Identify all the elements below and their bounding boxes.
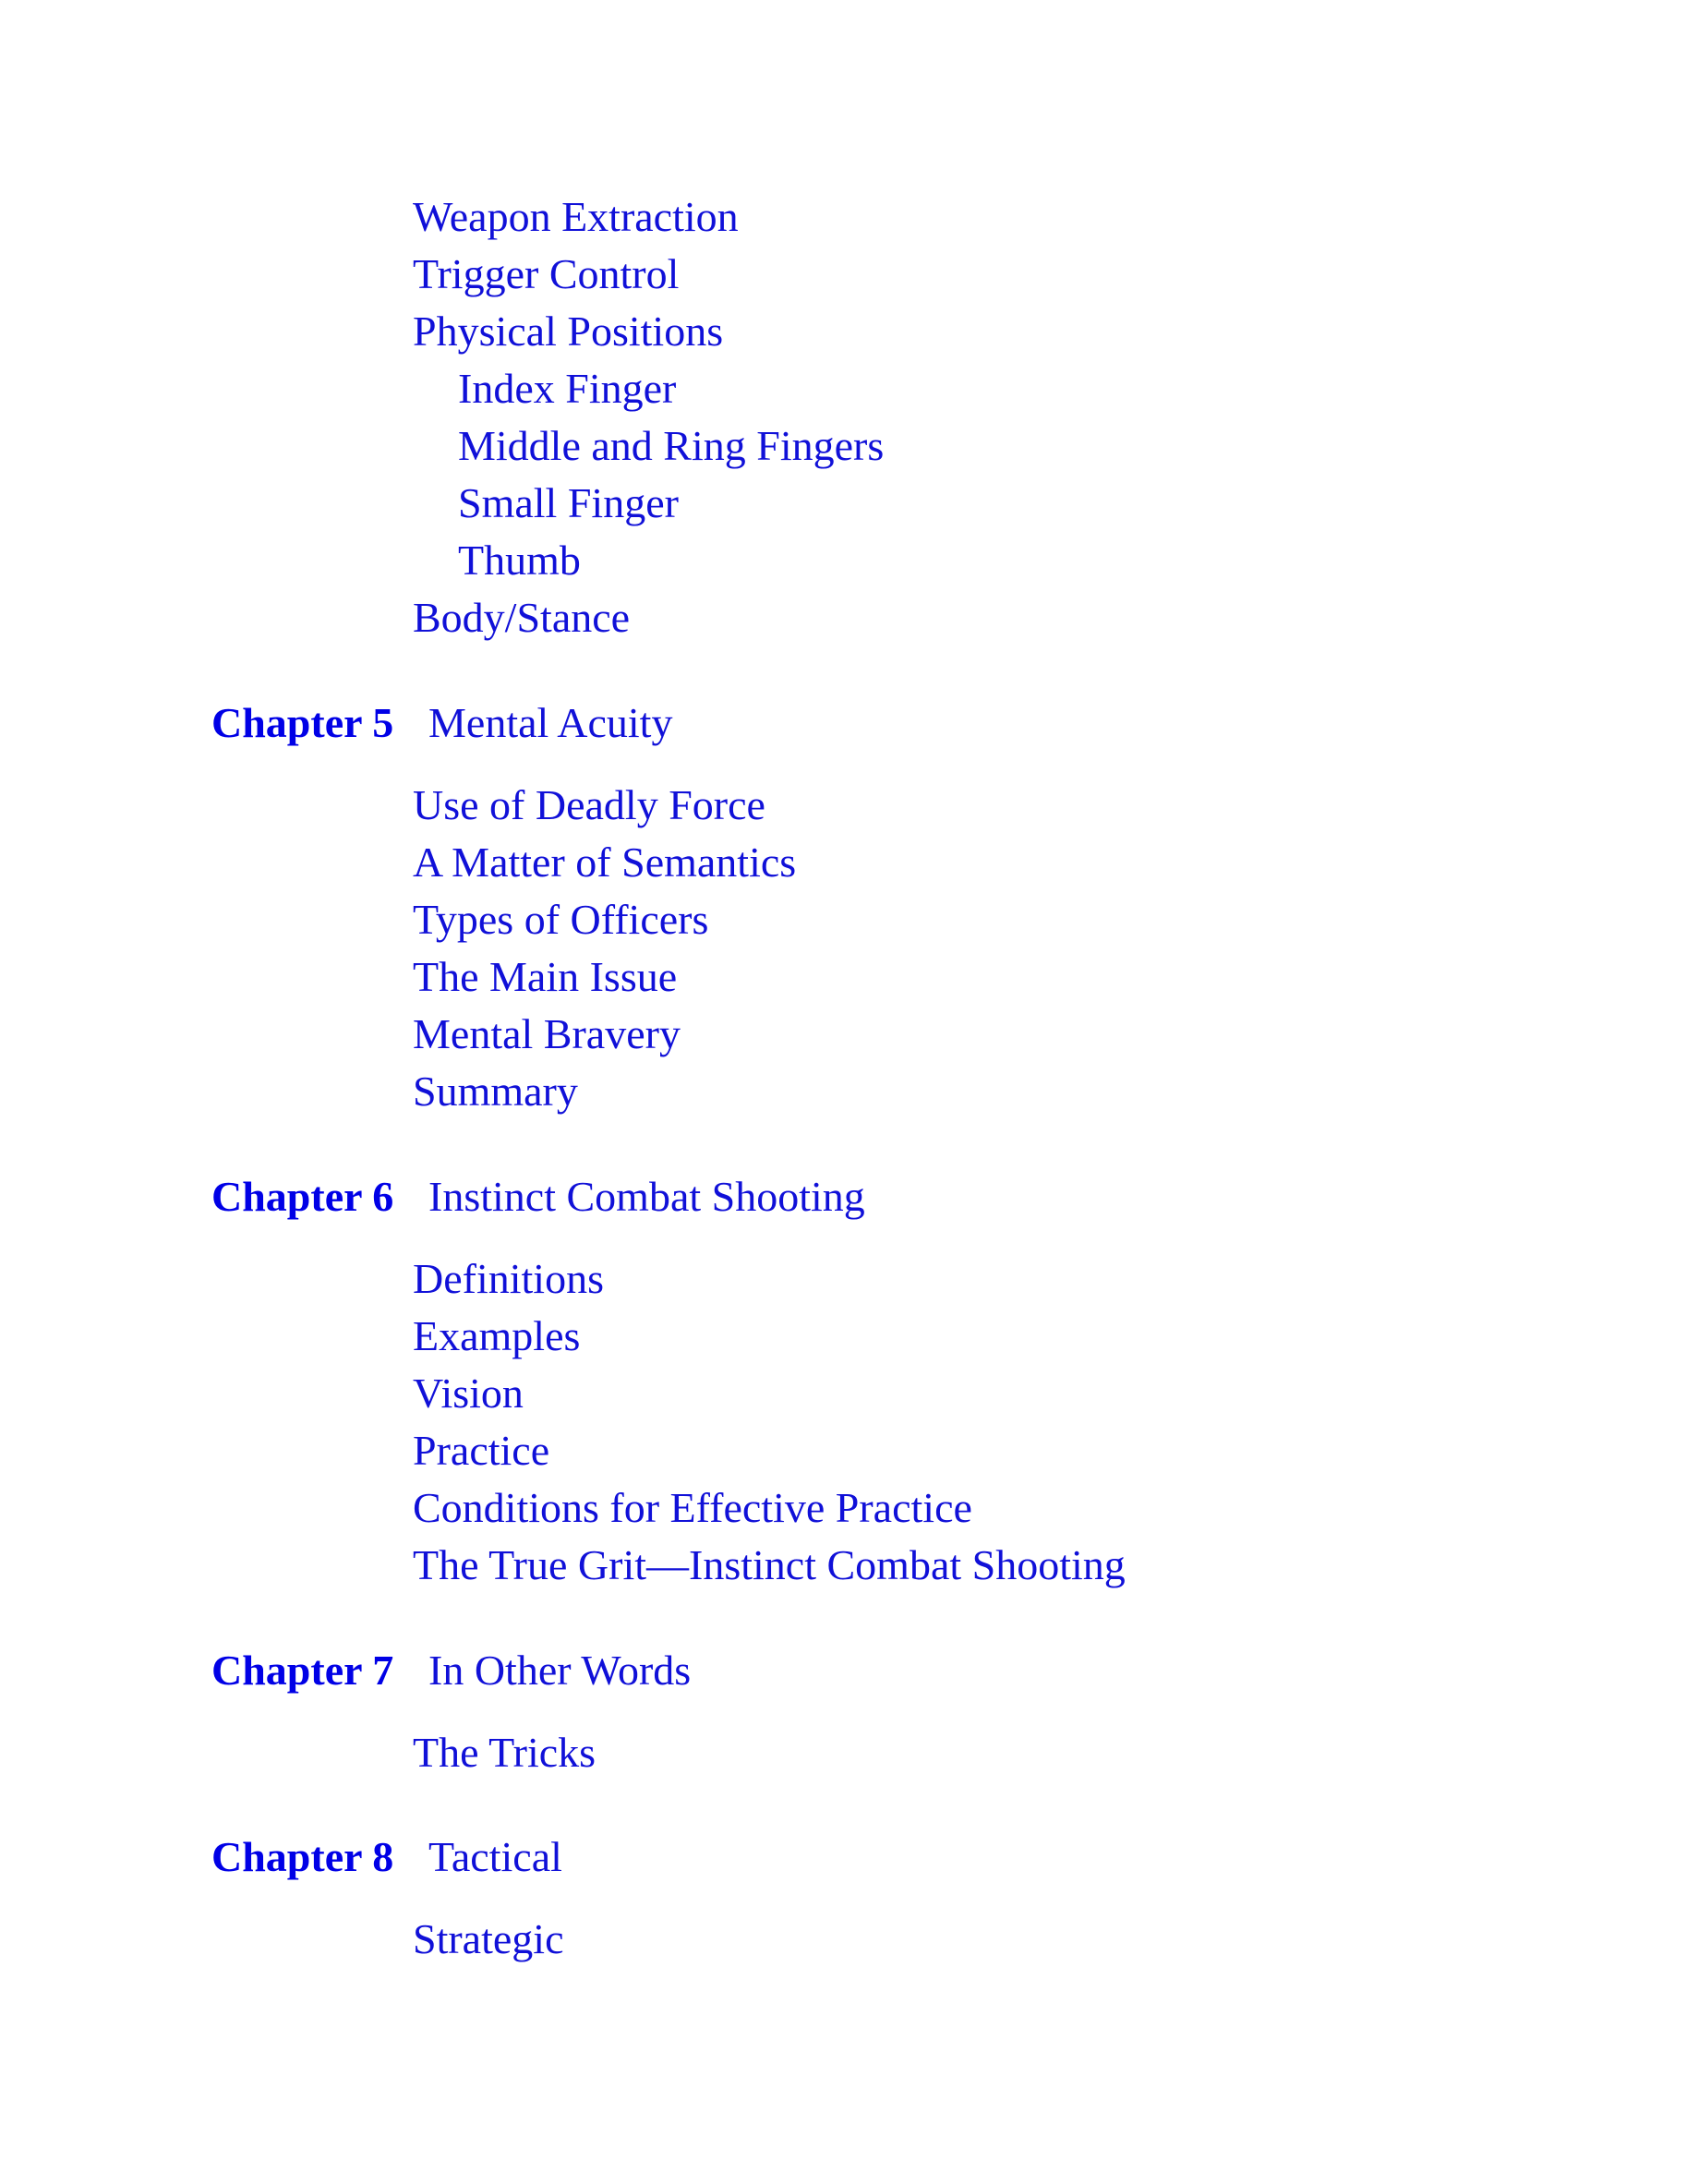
toc-section-effective-practice[interactable]: Conditions for Effective Practice [413, 1484, 972, 1531]
toc-section-definitions[interactable]: Definitions [413, 1255, 604, 1302]
toc-section-strategic[interactable]: Strategic [413, 1915, 564, 1962]
toc-section-true-grit[interactable]: The True Grit—Instinct Combat Shooting [413, 1541, 1126, 1588]
chapter-8-label[interactable]: Chapter 8 [211, 1833, 394, 1880]
toc-subsection-thumb[interactable]: Thumb [458, 537, 581, 584]
toc-section-trigger-control[interactable]: Trigger Control [413, 250, 680, 297]
chapter-5-title[interactable]: Mental Acuity [428, 699, 673, 746]
chapter-6-label[interactable]: Chapter 6 [211, 1173, 394, 1220]
chapter-5-label[interactable]: Chapter 5 [211, 699, 394, 746]
toc-section-practice[interactable]: Practice [413, 1427, 550, 1474]
toc-section-mental-bravery[interactable]: Mental Bravery [413, 1010, 681, 1057]
toc-subsection-index-finger[interactable]: Index Finger [458, 365, 677, 412]
toc-subsection-middle-ring-fingers[interactable]: Middle and Ring Fingers [458, 422, 885, 469]
toc-subsection-small-finger[interactable]: Small Finger [458, 479, 679, 526]
toc-section-physical-positions[interactable]: Physical Positions [413, 308, 724, 355]
toc-section-the-tricks[interactable]: The Tricks [413, 1729, 596, 1776]
chapter-6-title[interactable]: Instinct Combat Shooting [428, 1173, 865, 1220]
toc-section-body-stance[interactable]: Body/Stance [413, 594, 631, 641]
chapter-7-title[interactable]: In Other Words [428, 1647, 692, 1694]
toc-section-use-of-deadly-force[interactable]: Use of Deadly Force [413, 781, 765, 828]
toc-section-examples[interactable]: Examples [413, 1312, 581, 1359]
toc-section-matter-of-semantics[interactable]: A Matter of Semantics [413, 839, 797, 886]
toc-section-main-issue[interactable]: The Main Issue [413, 953, 678, 1000]
chapter-8-title[interactable]: Tactical [428, 1833, 562, 1880]
toc-section-weapon-extraction[interactable]: Weapon Extraction [413, 193, 739, 240]
chapter-7-label[interactable]: Chapter 7 [211, 1647, 394, 1694]
toc-section-vision[interactable]: Vision [413, 1370, 524, 1417]
toc-section-types-of-officers[interactable]: Types of Officers [413, 896, 709, 943]
toc-section-summary[interactable]: Summary [413, 1068, 578, 1115]
